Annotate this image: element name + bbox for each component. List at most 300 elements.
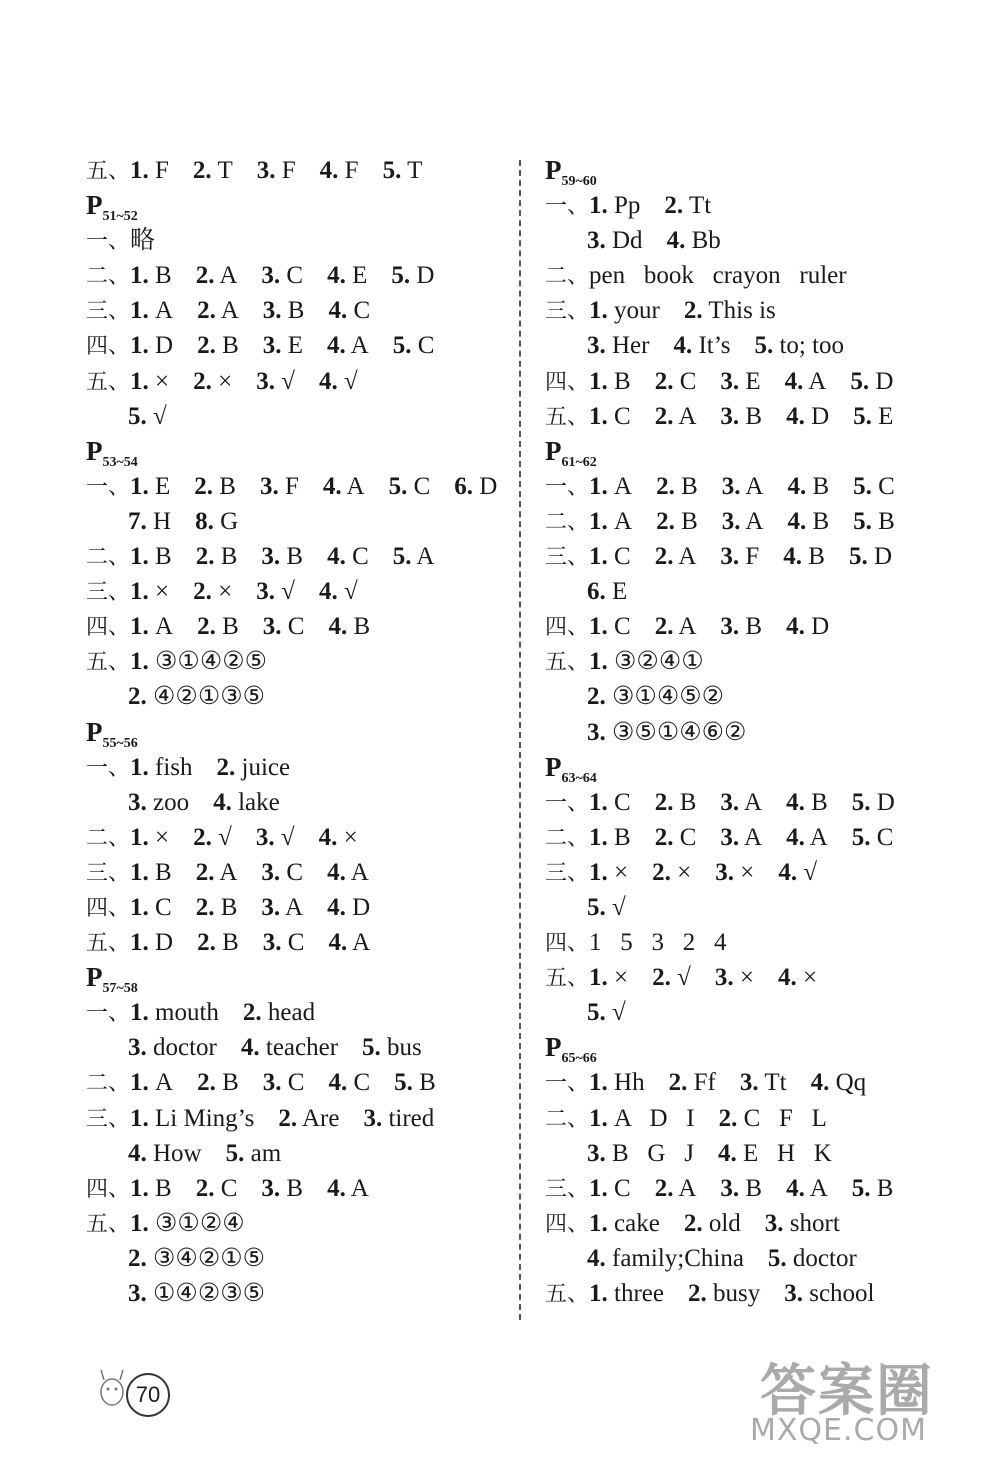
item-answer: D	[811, 613, 830, 641]
item-answer: D	[155, 929, 174, 957]
question-section-prefix: 五、	[86, 369, 131, 395]
answer-line	[86, 399, 506, 434]
answer-item	[363, 1105, 434, 1132]
item-answer: C	[876, 823, 894, 851]
answer-line	[545, 539, 965, 574]
answer-line	[86, 574, 506, 609]
item-number: 1.	[589, 1069, 608, 1097]
item-number: 5.	[392, 332, 412, 360]
answer-item	[787, 508, 829, 535]
answer-item	[319, 368, 358, 395]
answer-item	[589, 964, 628, 991]
answer-item	[655, 1175, 697, 1202]
answer-item	[589, 297, 660, 324]
item-number: 4.	[778, 858, 798, 886]
question-section-prefix: 三、	[86, 860, 131, 886]
item-number: 2.	[683, 297, 703, 325]
item-number: 1.	[130, 858, 149, 886]
item-number: 5.	[851, 823, 871, 851]
answer-item	[328, 929, 370, 956]
item-answer: ×	[155, 823, 170, 851]
answer-item	[327, 332, 369, 359]
item-number: 1.	[130, 332, 149, 360]
item-number: 3.	[720, 823, 740, 851]
question-section-prefix: 二、	[86, 264, 131, 290]
item-number: 2.	[654, 613, 674, 641]
item-answer: F	[745, 543, 760, 571]
item-answer: A	[744, 788, 763, 816]
answer-item	[195, 508, 238, 535]
item-answer: doctor	[153, 1034, 217, 1062]
item-number: 1.	[589, 472, 608, 500]
item-number: 4.	[777, 964, 797, 992]
item-answer: C	[614, 788, 631, 816]
item-number: 3.	[720, 367, 740, 395]
item-answer: C	[287, 929, 305, 957]
item-number: 3.	[720, 613, 740, 641]
item-answer: B G J	[612, 1139, 694, 1167]
item-number: 1.	[589, 1280, 608, 1307]
item-number: 4.	[328, 1069, 348, 1097]
item-number: 3.	[720, 543, 740, 571]
item-answer: B	[745, 613, 763, 641]
answer-line	[545, 364, 965, 399]
answer-item	[667, 227, 721, 254]
item-number: 2.	[197, 297, 216, 325]
answer-line	[545, 890, 965, 925]
question-section-prefix: 四、	[545, 1211, 590, 1237]
answer-item	[196, 859, 238, 886]
answer-item	[589, 1105, 695, 1132]
item-number: 5.	[394, 1069, 413, 1097]
item-answer: B	[679, 788, 697, 816]
answer-line	[86, 328, 506, 363]
item-answer: B	[155, 543, 172, 571]
item-answer: ×	[614, 964, 629, 992]
item-number: 3.	[739, 1069, 759, 1097]
item-number: 1.	[130, 823, 149, 851]
item-number: 3.	[256, 578, 275, 606]
answer-item	[684, 1210, 741, 1237]
answer-item	[720, 1175, 762, 1202]
answer-item	[130, 297, 173, 324]
answer-item	[850, 368, 893, 395]
item-number: 3.	[262, 929, 282, 957]
item-number: 4.	[666, 227, 686, 255]
section-heading	[86, 434, 506, 469]
item-number: 5.	[587, 999, 606, 1027]
item-answer: B	[222, 613, 239, 641]
item-number: 1.	[130, 999, 149, 1027]
answer-line	[545, 328, 965, 363]
answer-item	[587, 683, 724, 710]
item-answer: B	[286, 543, 304, 571]
item-answer: √	[281, 578, 295, 606]
item-number: 4.	[328, 929, 348, 957]
item-number: 3.	[720, 788, 740, 816]
item-answer: B	[220, 893, 238, 921]
section-heading	[545, 434, 965, 469]
answer-item	[853, 473, 895, 500]
section-heading	[545, 1030, 965, 1065]
item-answer: √	[612, 893, 626, 921]
answer-item	[130, 578, 169, 605]
answer-item	[587, 999, 626, 1026]
item-answer: B	[876, 1174, 894, 1202]
item-number: 2.	[193, 367, 212, 395]
answer-line	[545, 1276, 965, 1311]
answer-item	[811, 1069, 867, 1096]
item-answer: E	[878, 402, 894, 430]
page-range-subscript: 55~56	[102, 735, 138, 751]
item-answer: C	[614, 543, 631, 571]
answer-item	[719, 1105, 827, 1132]
answer-item	[128, 789, 189, 816]
answer-item	[587, 719, 746, 746]
page-range-label: P	[545, 1032, 562, 1063]
answer-item	[688, 1280, 760, 1307]
answer-line	[545, 679, 965, 714]
item-number: 2.	[195, 543, 215, 571]
question-section-prefix: 一、	[545, 1071, 590, 1097]
question-section-prefix: 五、	[86, 159, 131, 184]
item-answer: Ff	[693, 1069, 716, 1097]
item-number: 3.	[587, 332, 606, 360]
item-number: 5.	[851, 1174, 871, 1202]
item-answer: T	[217, 157, 233, 184]
item-answer: A	[678, 613, 697, 641]
question-section-prefix: 四、	[545, 369, 590, 395]
watermark	[730, 1347, 990, 1457]
answer-item	[589, 1175, 631, 1202]
item-answer: C	[679, 367, 697, 395]
page-range-label: P	[545, 435, 562, 466]
answer-line	[86, 1276, 506, 1311]
answer-line	[86, 1241, 506, 1276]
item-number: 1.	[130, 1209, 149, 1237]
answer-item	[393, 543, 435, 570]
answer-item	[589, 1069, 645, 1096]
item-number: 4.	[328, 613, 348, 641]
page-range-label: P	[545, 155, 562, 185]
item-answer: B	[222, 1069, 239, 1097]
page-range-label: P	[86, 435, 103, 466]
item-number: 4.	[322, 472, 342, 500]
item-number: 2.	[197, 613, 216, 641]
item-answer: busy	[712, 1280, 761, 1307]
answer-item	[720, 368, 760, 395]
item-number: 1.	[589, 402, 608, 430]
item-answer: A	[614, 507, 633, 535]
answer-item	[197, 332, 239, 359]
item-answer: ③④②①⑤	[153, 1244, 266, 1272]
item-number: 2.	[652, 964, 671, 992]
item-answer: B	[286, 1174, 304, 1202]
answer-item	[655, 613, 697, 640]
section-heading	[545, 153, 965, 188]
item-answer: A	[350, 858, 369, 886]
item-answer: F	[284, 472, 299, 500]
page-range-label: P	[86, 716, 103, 747]
item-answer: ×	[677, 858, 692, 886]
item-number: 2.	[683, 1209, 703, 1237]
answer-line	[545, 223, 965, 258]
page-number: 70	[126, 1373, 170, 1417]
item-number: 4.	[786, 402, 805, 430]
answer-item	[587, 578, 627, 605]
item-number: 4.	[319, 157, 339, 184]
item-answer: A	[809, 823, 828, 851]
item-number: 2.	[687, 1280, 707, 1307]
item-answer: E	[745, 367, 761, 395]
answer-item	[684, 297, 776, 324]
answer-item	[720, 824, 762, 851]
item-answer: How	[153, 1139, 202, 1167]
item-number: 4.	[786, 788, 805, 816]
item-answer: lake	[238, 788, 280, 816]
item-number: 2.	[195, 1174, 215, 1202]
answer-item	[849, 543, 892, 570]
item-answer: C	[614, 613, 631, 641]
item-number: 2.	[656, 472, 675, 500]
item-number: 1.	[130, 543, 149, 571]
item-answer: Pp	[614, 192, 641, 220]
answer-line	[86, 153, 506, 188]
item-answer: C	[220, 1174, 238, 1202]
answer-item	[587, 1245, 744, 1272]
answer-item	[754, 332, 844, 359]
item-answer: tired	[388, 1104, 435, 1132]
item-answer: √	[280, 823, 295, 851]
item-number: 4.	[213, 788, 232, 816]
answer-item	[194, 473, 236, 500]
answer-item	[261, 894, 303, 921]
answer-item	[197, 929, 239, 956]
answer-item	[319, 578, 358, 605]
item-answer: F	[155, 157, 169, 184]
answer-item	[656, 508, 698, 535]
question-section-prefix: 四、	[545, 931, 590, 957]
item-number: 3.	[128, 1034, 147, 1062]
answer-item	[655, 403, 697, 430]
item-answer: B	[222, 929, 239, 957]
item-answer: D	[352, 893, 371, 921]
answer-item	[328, 1069, 370, 1096]
item-answer: ×	[739, 964, 754, 992]
item-answer: C	[353, 297, 371, 325]
answer-line	[86, 258, 506, 293]
item-number: 1.	[130, 929, 149, 957]
item-answer: B	[681, 507, 698, 535]
item-number: 2.	[652, 858, 671, 886]
page-range-label: P	[545, 751, 562, 782]
answer-item	[196, 1175, 238, 1202]
item-answer: D	[416, 262, 435, 290]
item-number: 2.	[128, 683, 147, 711]
item-number: 3.	[262, 297, 282, 325]
question-section-prefix: 二、	[86, 825, 131, 851]
item-number: 3.	[261, 262, 281, 290]
answer-item	[720, 613, 762, 640]
watermark-url: MXQE.COM	[750, 1413, 927, 1448]
item-number: 3.	[784, 1280, 803, 1307]
question-section-prefix: 三、	[86, 580, 131, 606]
answer-item	[720, 543, 759, 570]
answer-line	[545, 504, 965, 539]
answer-item	[261, 859, 303, 886]
answer-item	[328, 613, 370, 640]
answer-item	[778, 859, 817, 886]
answer-item	[197, 297, 239, 324]
item-answer: short	[789, 1209, 840, 1237]
question-section-prefix: 三、	[545, 299, 590, 325]
answer-line	[86, 364, 506, 399]
item-answer: B	[614, 367, 631, 395]
item-answer: A	[352, 929, 371, 957]
item-number: 4.	[318, 367, 338, 395]
answer-item	[589, 824, 631, 851]
item-answer: head	[267, 999, 316, 1027]
answer-item	[656, 473, 698, 500]
answer-item	[241, 1034, 338, 1061]
question-section-prefix: 三、	[86, 1106, 131, 1132]
item-answer: Bb	[691, 227, 721, 255]
answer-item	[589, 473, 632, 500]
answer-item	[589, 648, 704, 675]
answer-item	[740, 1069, 787, 1096]
item-answer: √	[803, 858, 818, 886]
item-number: 6.	[454, 472, 474, 500]
answer-item	[787, 473, 829, 500]
question-section-prefix: 二、	[545, 509, 590, 535]
item-answer: ×	[218, 578, 233, 606]
question-section-prefix: 五、	[545, 1282, 590, 1307]
item-number: 4.	[318, 578, 338, 606]
item-answer: C	[614, 1174, 631, 1202]
item-answer: ④②①③⑤	[153, 683, 266, 711]
answer-item	[130, 929, 173, 956]
item-answer: doctor	[792, 1244, 857, 1272]
answer-item	[128, 1034, 217, 1061]
item-number: 8.	[195, 507, 214, 535]
answer-item	[391, 262, 434, 289]
item-answer: your	[614, 297, 660, 325]
item-number: 2.	[128, 1244, 147, 1272]
answer-item	[785, 368, 827, 395]
item-answer: ①④②③⑤	[153, 1280, 266, 1307]
answer-line	[545, 925, 965, 960]
answer-item	[130, 859, 172, 886]
answer-item	[130, 824, 169, 851]
item-number: 2.	[216, 753, 236, 781]
answer-item	[130, 332, 173, 359]
answer-item	[765, 1210, 840, 1237]
answer-item	[589, 789, 631, 816]
item-number: 5.	[392, 543, 412, 571]
item-number: 1.	[589, 297, 608, 325]
item-number: 4.	[787, 472, 807, 500]
answer-item	[327, 859, 369, 886]
question-section-prefix: 二、	[86, 545, 131, 571]
item-number: 3.	[714, 964, 734, 992]
answer-item	[328, 297, 370, 324]
item-answer: ×	[802, 964, 818, 992]
answer-item	[130, 157, 169, 184]
item-number: 1.	[589, 367, 608, 395]
item-number: 4.	[786, 823, 805, 851]
item-number: 2.	[654, 543, 674, 571]
item-answer: √	[343, 367, 358, 395]
item-number: 1.	[130, 157, 149, 184]
item-number: 1.	[130, 297, 149, 325]
answer-item	[226, 1140, 282, 1167]
answer-item	[589, 859, 628, 886]
item-number: 2.	[654, 1174, 674, 1202]
answer-line	[86, 750, 506, 785]
item-number: 3.	[256, 157, 276, 184]
item-answer: A	[678, 1174, 697, 1202]
answer-item	[130, 473, 170, 500]
item-answer: Tt	[688, 192, 712, 220]
item-number: 1.	[130, 648, 149, 676]
item-answer: A	[155, 613, 174, 641]
item-answer: D	[155, 332, 174, 360]
answer-item	[213, 789, 280, 816]
question-section-prefix: 二、	[545, 264, 590, 290]
answer-line	[545, 1101, 965, 1136]
question-section-prefix: 五、	[545, 650, 590, 676]
answer-item	[589, 368, 631, 395]
item-answer: A	[678, 402, 697, 430]
answer-item	[261, 262, 303, 289]
answer-item	[193, 578, 232, 605]
item-number: 3.	[764, 1209, 784, 1237]
item-answer: ③②④①	[614, 648, 704, 676]
answer-item	[128, 403, 167, 430]
item-number: 1.	[589, 543, 608, 571]
answer-line	[545, 1241, 965, 1276]
item-answer: A	[809, 1174, 828, 1202]
question-section-prefix: 三、	[86, 299, 131, 325]
item-answer: ×	[218, 367, 233, 395]
answer-item	[362, 1034, 422, 1061]
answer-line	[86, 1030, 506, 1065]
item-number: 1.	[589, 1104, 608, 1132]
answer-item	[587, 1140, 694, 1167]
answer-line	[86, 293, 506, 328]
page-range-label: P	[86, 962, 103, 993]
item-answer: T	[407, 157, 423, 184]
item-number: 4.	[240, 1034, 260, 1062]
column-divider	[519, 160, 521, 1320]
item-number: 4.	[783, 543, 803, 571]
answer-item	[130, 543, 172, 570]
item-number: 4.	[327, 332, 346, 360]
section-heading	[545, 750, 965, 785]
item-answer: √	[612, 999, 626, 1027]
answer-item	[128, 683, 265, 710]
item-answer: F	[281, 157, 296, 184]
answer-item	[655, 789, 697, 816]
item-number: 3.	[261, 543, 281, 571]
item-answer: Her	[612, 332, 650, 360]
item-number: 2.	[656, 507, 675, 535]
item-answer: C F L	[743, 1104, 827, 1132]
item-answer: A	[416, 543, 435, 571]
question-section-prefix: 一、	[545, 474, 590, 500]
item-answer: B	[155, 262, 172, 290]
item-answer: √	[153, 402, 167, 430]
